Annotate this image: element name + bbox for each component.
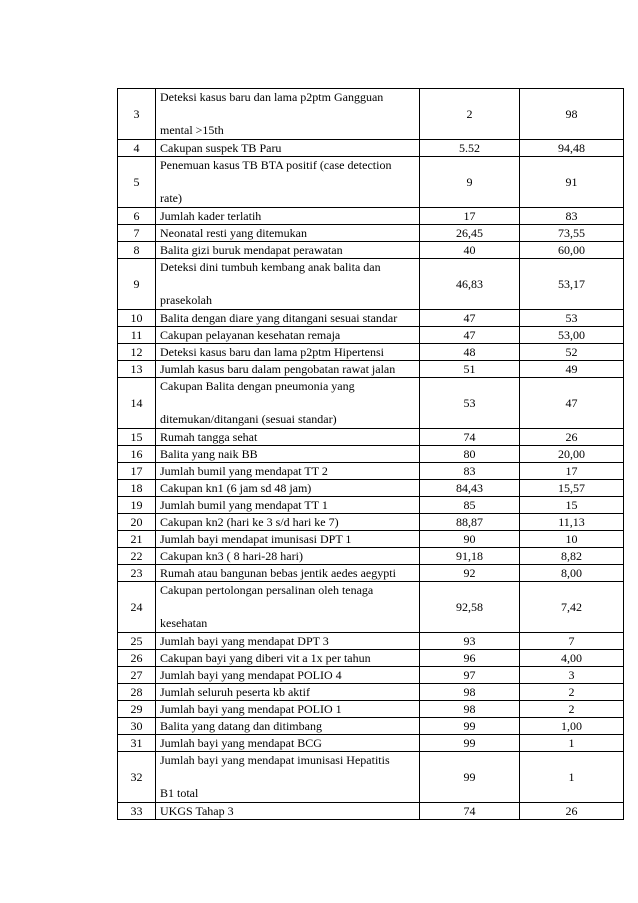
indicator-cell — [156, 429, 420, 446]
indicator-cell — [156, 310, 420, 327]
row-number: 6 — [118, 208, 156, 225]
achievement-value: 99 — [420, 735, 520, 752]
table-row — [118, 157, 624, 208]
row-number: 5 — [118, 157, 156, 208]
gap-value: 7 — [520, 633, 624, 650]
row-number: 24 — [118, 582, 156, 633]
indicator-cell — [156, 684, 420, 701]
row-number: 14 — [118, 378, 156, 429]
gap-value: 7,42 — [520, 582, 624, 633]
gap-value: 2 — [520, 701, 624, 718]
achievement-value: 91,18 — [420, 548, 520, 565]
indicator-text: B1 total — [160, 786, 199, 800]
row-number: 11 — [118, 327, 156, 344]
gap-value: 3 — [520, 667, 624, 684]
indicator-cell — [156, 752, 420, 803]
indicator-text: mental >15th — [160, 123, 224, 137]
table-row — [118, 531, 624, 548]
indicator-cell — [156, 259, 420, 310]
row-number: 19 — [118, 497, 156, 514]
gap-value: 60,00 — [520, 242, 624, 259]
indicator-text: Balita gizi buruk mendapat perawatan — [160, 242, 343, 257]
row-number: 27 — [118, 667, 156, 684]
table-row — [118, 310, 624, 327]
row-number: 26 — [118, 650, 156, 667]
indicator-text: Cakupan Balita dengan pneumonia yang — [160, 379, 355, 393]
indicator-text: Cakupan bayi yang diberi vit a 1x per tahun — [160, 650, 371, 665]
gap-value: 83 — [520, 208, 624, 225]
gap-value: 8,82 — [520, 548, 624, 565]
indicator-text: Jumlah bayi yang mendapat BCG — [160, 735, 322, 750]
indicator-cell — [156, 463, 420, 480]
achievement-value: 26,45 — [420, 225, 520, 242]
indicator-text: UKGS Tahap 3 — [160, 803, 234, 818]
table-row — [118, 735, 624, 752]
gap-value: 26 — [520, 803, 624, 820]
row-number: 32 — [118, 752, 156, 803]
table-row — [118, 548, 624, 565]
table-row — [118, 514, 624, 531]
achievement-value: 9 — [420, 157, 520, 208]
gap-value: 2 — [520, 684, 624, 701]
row-number: 18 — [118, 480, 156, 497]
row-number: 29 — [118, 701, 156, 718]
indicator-text: Balita yang naik BB — [160, 446, 258, 461]
indicator-text: Rumah tangga sehat — [160, 429, 258, 444]
row-number: 3 — [118, 89, 156, 140]
indicator-text: Balita yang datang dan ditimbang — [160, 718, 322, 733]
indicator-text: Deteksi kasus baru dan lama p2ptm Hipertensi — [160, 344, 384, 359]
gap-value: 10 — [520, 531, 624, 548]
achievement-value: 74 — [420, 803, 520, 820]
achievement-value: 92 — [420, 565, 520, 582]
achievement-value: 85 — [420, 497, 520, 514]
row-number: 17 — [118, 463, 156, 480]
indicator-cell — [156, 667, 420, 684]
indicator-cell — [156, 531, 420, 548]
table-row — [118, 463, 624, 480]
gap-value: 49 — [520, 361, 624, 378]
table-row — [118, 378, 624, 429]
gap-value: 94,48 — [520, 140, 624, 157]
indicator-text: Jumlah bayi yang mendapat POLIO 4 — [160, 667, 342, 682]
row-number: 21 — [118, 531, 156, 548]
indicator-text: Jumlah bumil yang mendapat TT 2 — [160, 463, 328, 478]
achievement-value: 47 — [420, 327, 520, 344]
table-row — [118, 429, 624, 446]
indicator-cell — [156, 565, 420, 582]
gap-value: 52 — [520, 344, 624, 361]
achievement-value: 80 — [420, 446, 520, 463]
indicator-text: Cakupan pelayanan kesehatan remaja — [160, 327, 341, 342]
row-number: 33 — [118, 803, 156, 820]
indicator-text: Jumlah bumil yang mendapat TT 1 — [160, 497, 328, 512]
table-row — [118, 140, 624, 157]
indicator-text: Jumlah kader terlatih — [160, 208, 262, 223]
gap-value: 11,13 — [520, 514, 624, 531]
gap-value: 98 — [520, 89, 624, 140]
indicator-text: rate) — [160, 191, 182, 205]
indicator-cell — [156, 361, 420, 378]
indicator-cell — [156, 378, 420, 429]
gap-value: 1 — [520, 735, 624, 752]
row-number: 28 — [118, 684, 156, 701]
gap-value: 15 — [520, 497, 624, 514]
indicator-table — [117, 88, 624, 820]
table-row — [118, 633, 624, 650]
table-row — [118, 446, 624, 463]
table-row — [118, 565, 624, 582]
achievement-value: 99 — [420, 752, 520, 803]
gap-value: 15,57 — [520, 480, 624, 497]
achievement-value: 74 — [420, 429, 520, 446]
indicator-text: ditemukan/ditangani (sesuai standar) — [160, 412, 337, 426]
gap-value: 53 — [520, 310, 624, 327]
indicator-text: kesehatan — [160, 616, 208, 630]
indicator-text: Penemuan kasus TB BTA positif (case detection — [160, 158, 392, 172]
indicator-cell — [156, 327, 420, 344]
gap-value: 4,00 — [520, 650, 624, 667]
row-number: 10 — [118, 310, 156, 327]
gap-value: 17 — [520, 463, 624, 480]
achievement-value: 90 — [420, 531, 520, 548]
indicator-text: Cakupan pertolongan persalinan oleh tenaga — [160, 583, 374, 597]
indicator-text: Jumlah bayi yang mendapat DPT 3 — [160, 633, 329, 648]
table-row — [118, 480, 624, 497]
table-row — [118, 582, 624, 633]
indicator-text: Deteksi dini tumbuh kembang anak balita dan — [160, 260, 381, 274]
table-row — [118, 650, 624, 667]
table-row — [118, 497, 624, 514]
achievement-value: 5.52 — [420, 140, 520, 157]
achievement-value: 83 — [420, 463, 520, 480]
achievement-value: 48 — [420, 344, 520, 361]
indicator-text: Rumah atau bangunan bebas jentik aedes aegypti — [160, 565, 396, 580]
table-row — [118, 327, 624, 344]
achievement-value: 46,83 — [420, 259, 520, 310]
indicator-cell — [156, 140, 420, 157]
indicator-cell — [156, 582, 420, 633]
achievement-value: 47 — [420, 310, 520, 327]
table-row — [118, 684, 624, 701]
achievement-value: 96 — [420, 650, 520, 667]
indicator-cell — [156, 89, 420, 140]
achievement-value: 2 — [420, 89, 520, 140]
indicator-text: Jumlah bayi yang mendapat POLIO 1 — [160, 701, 342, 716]
indicator-text: Jumlah bayi yang mendapat imunisasi Hepatitis — [160, 753, 390, 767]
indicator-cell — [156, 497, 420, 514]
indicator-cell — [156, 718, 420, 735]
achievement-value: 93 — [420, 633, 520, 650]
gap-value: 73,55 — [520, 225, 624, 242]
gap-value: 53,17 — [520, 259, 624, 310]
row-number: 12 — [118, 344, 156, 361]
indicator-cell — [156, 548, 420, 565]
indicator-cell — [156, 446, 420, 463]
gap-value: 26 — [520, 429, 624, 446]
indicator-text: Jumlah bayi mendapat imunisasi DPT 1 — [160, 531, 352, 546]
indicator-text: Cakupan kn1 (6 jam sd 48 jam) — [160, 480, 312, 495]
table-row — [118, 242, 624, 259]
indicator-text: Jumlah seluruh peserta kb aktif — [160, 684, 310, 699]
table-row — [118, 208, 624, 225]
table-row — [118, 752, 624, 803]
indicator-cell — [156, 514, 420, 531]
table-row — [118, 344, 624, 361]
achievement-value: 98 — [420, 701, 520, 718]
achievement-value: 84,43 — [420, 480, 520, 497]
table-body — [118, 89, 624, 820]
row-number: 13 — [118, 361, 156, 378]
indicator-cell — [156, 735, 420, 752]
row-number: 8 — [118, 242, 156, 259]
table-row — [118, 225, 624, 242]
achievement-value: 92,58 — [420, 582, 520, 633]
table-row — [118, 718, 624, 735]
indicator-cell — [156, 242, 420, 259]
indicator-text: Cakupan kn3 ( 8 hari-28 hari) — [160, 548, 303, 563]
indicator-text: prasekolah — [160, 293, 212, 307]
achievement-value: 53 — [420, 378, 520, 429]
indicator-cell — [156, 208, 420, 225]
row-number: 4 — [118, 140, 156, 157]
indicator-cell — [156, 344, 420, 361]
achievement-value: 99 — [420, 718, 520, 735]
indicator-cell — [156, 701, 420, 718]
indicator-cell — [156, 650, 420, 667]
table-row — [118, 89, 624, 140]
achievement-value: 40 — [420, 242, 520, 259]
gap-value: 20,00 — [520, 446, 624, 463]
achievement-value: 88,87 — [420, 514, 520, 531]
indicator-text: Balita dengan diare yang ditangani sesuai standar — [160, 310, 398, 325]
row-number: 31 — [118, 735, 156, 752]
row-number: 20 — [118, 514, 156, 531]
indicator-cell — [156, 803, 420, 820]
indicator-cell — [156, 225, 420, 242]
table-row — [118, 803, 624, 820]
row-number: 23 — [118, 565, 156, 582]
indicator-cell — [156, 633, 420, 650]
row-number: 22 — [118, 548, 156, 565]
row-number: 9 — [118, 259, 156, 310]
achievement-value: 97 — [420, 667, 520, 684]
gap-value: 1,00 — [520, 718, 624, 735]
row-number: 7 — [118, 225, 156, 242]
achievement-value: 51 — [420, 361, 520, 378]
indicator-text: Deteksi kasus baru dan lama p2ptm Gangguan — [160, 90, 384, 104]
row-number: 15 — [118, 429, 156, 446]
achievement-value: 98 — [420, 684, 520, 701]
table-row — [118, 259, 624, 310]
indicator-cell — [156, 157, 420, 208]
row-number: 30 — [118, 718, 156, 735]
gap-value: 53,00 — [520, 327, 624, 344]
indicator-text: Cakupan suspek TB Paru — [160, 140, 282, 155]
row-number: 16 — [118, 446, 156, 463]
gap-value: 1 — [520, 752, 624, 803]
indicator-text: Cakupan kn2 (hari ke 3 s/d hari ke 7) — [160, 514, 339, 529]
indicator-text: Jumlah kasus baru dalam pengobatan rawat jalan — [160, 361, 396, 376]
gap-value: 47 — [520, 378, 624, 429]
table-row — [118, 361, 624, 378]
row-number: 25 — [118, 633, 156, 650]
indicator-cell — [156, 480, 420, 497]
table-row — [118, 701, 624, 718]
gap-value: 8,00 — [520, 565, 624, 582]
achievement-value: 17 — [420, 208, 520, 225]
table-row — [118, 667, 624, 684]
gap-value: 91 — [520, 157, 624, 208]
indicator-text: Neonatal resti yang ditemukan — [160, 225, 307, 240]
